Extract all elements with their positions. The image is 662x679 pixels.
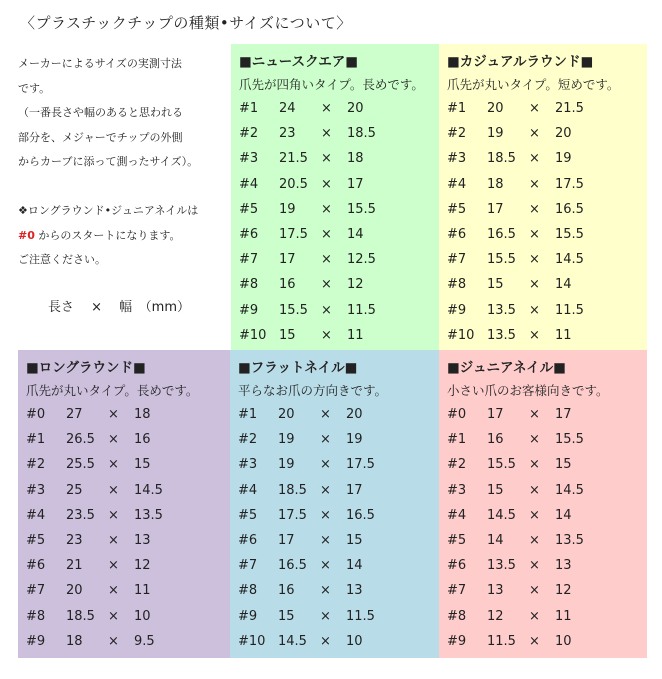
width-value: 19: [346, 432, 363, 448]
size-row: [447, 172, 643, 197]
length-value: 12: [487, 608, 504, 624]
size-row: [447, 578, 643, 603]
size-row: [238, 553, 435, 578]
size-row: [239, 172, 435, 197]
panel-juniornail: [439, 350, 647, 658]
times-sign: ×: [529, 532, 540, 548]
size-row: [239, 323, 435, 348]
width-value: 20: [555, 126, 572, 142]
size-row: [26, 604, 226, 629]
size-number: #8: [239, 277, 259, 293]
size-number: #1: [238, 407, 258, 422]
size-row: [447, 121, 643, 146]
size-row: [447, 323, 643, 348]
length-value: 16: [487, 432, 504, 448]
length-value: 13.5: [487, 558, 516, 574]
times-sign: ×: [529, 252, 540, 268]
size-number: #5: [26, 532, 46, 548]
times-sign: ×: [320, 407, 331, 422]
size-number: #3: [26, 482, 46, 498]
intro-text: [18, 52, 230, 273]
width-value: 21.5: [555, 101, 584, 116]
width-value: 11.5: [346, 608, 375, 624]
length-value: 20: [278, 407, 295, 422]
width-value: 18: [134, 407, 151, 422]
width-value: 13.5: [134, 507, 163, 523]
times-sign: ×: [529, 226, 540, 242]
times-sign: ×: [108, 432, 119, 448]
size-number: #0: [447, 407, 467, 422]
size-row: [238, 629, 435, 654]
length-value: 15: [487, 277, 504, 293]
times-sign: ×: [108, 457, 119, 473]
size-number: #10: [238, 633, 266, 649]
times-sign: ×: [529, 327, 540, 343]
length-value: 18.5: [487, 151, 516, 167]
width-value: 11.5: [555, 302, 584, 318]
size-row: [447, 452, 643, 477]
size-number: #3: [447, 482, 467, 498]
times-sign: ×: [320, 558, 331, 574]
length-value: 15: [487, 482, 504, 498]
width-value: 11: [347, 327, 364, 343]
size-row: [26, 528, 226, 553]
length-value: 17.5: [278, 507, 307, 523]
size-row: [447, 427, 643, 452]
panel-description: 爪先が丸いタイプ。長めです。: [26, 383, 199, 398]
size-number: #8: [238, 583, 258, 599]
note-line-start: [18, 224, 230, 249]
length-value: 20: [66, 583, 83, 599]
times-sign: ×: [108, 558, 119, 574]
length-value: 18: [66, 633, 83, 649]
size-number: #5: [447, 201, 467, 217]
size-row: [26, 478, 226, 503]
times-sign: ×: [108, 482, 119, 498]
length-value: 18: [487, 176, 504, 192]
size-number: #4: [238, 482, 258, 498]
size-number: #3: [447, 151, 467, 167]
size-number: #2: [26, 457, 46, 473]
length-value: 20: [487, 101, 504, 116]
size-number: #1: [239, 101, 259, 116]
size-number: #6: [447, 226, 467, 242]
size-number: #7: [447, 252, 467, 268]
size-row: [26, 427, 226, 452]
times-sign: ×: [321, 277, 332, 293]
width-value: 16: [134, 432, 151, 448]
panel-longround: [18, 350, 230, 658]
panel-title: ■ロングラウンド■: [26, 360, 146, 376]
width-value: 14.5: [134, 482, 163, 498]
length-value: 19: [278, 432, 295, 448]
size-row: [238, 478, 435, 503]
width-value: 15: [346, 532, 363, 548]
times-sign: ×: [321, 176, 332, 192]
times-sign: ×: [321, 302, 332, 318]
length-value: 13.5: [487, 327, 516, 343]
length-value: 19: [487, 126, 504, 142]
size-number: #2: [239, 126, 259, 142]
size-number: #10: [447, 327, 475, 343]
width-value: 17: [347, 176, 364, 192]
size-row: [447, 604, 643, 629]
size-row: [26, 629, 226, 654]
length-value: 23: [279, 126, 296, 142]
times-sign: ×: [108, 608, 119, 624]
width-value: 17: [555, 407, 572, 422]
times-sign: ×: [320, 507, 331, 523]
unit-legend: 長さ × 幅 （mm）: [48, 300, 190, 315]
width-value: 10: [346, 633, 363, 649]
size-row: [447, 503, 643, 528]
width-value: 12: [134, 558, 151, 574]
width-value: 11.5: [347, 302, 376, 318]
size-row: [26, 553, 226, 578]
width-value: 13: [134, 532, 151, 548]
times-sign: ×: [529, 482, 540, 498]
length-value: 26.5: [66, 432, 95, 448]
length-value: 23.5: [66, 507, 95, 523]
length-value: 14.5: [278, 633, 307, 649]
size-list: [447, 96, 643, 348]
note-start-number: #0: [18, 228, 35, 242]
times-sign: ×: [529, 176, 540, 192]
width-value: 18: [347, 151, 364, 167]
note-caution: ご注意ください。: [18, 253, 106, 266]
times-sign: ×: [321, 201, 332, 217]
panel-flatnail: [230, 350, 439, 658]
width-value: 14.5: [555, 482, 584, 498]
width-value: 14: [555, 507, 572, 523]
panel-description: 小さい爪のお客様向きです。: [447, 383, 609, 398]
times-sign: ×: [529, 608, 540, 624]
width-value: 17.5: [555, 176, 584, 192]
size-row: [447, 402, 643, 427]
width-value: 10: [555, 633, 572, 649]
times-sign: ×: [529, 302, 540, 318]
width-value: 14: [555, 277, 572, 293]
times-sign: ×: [321, 126, 332, 142]
width-value: 14: [346, 558, 363, 574]
size-number: #4: [447, 507, 467, 523]
size-row: [238, 452, 435, 477]
size-row: [447, 553, 643, 578]
width-value: 15.5: [555, 226, 584, 242]
size-row: [239, 121, 435, 146]
size-row: [26, 578, 226, 603]
panel-title: ■ニュースクエア■: [239, 54, 359, 70]
length-value: 16.5: [278, 558, 307, 574]
size-number: #7: [238, 558, 258, 574]
length-value: 20.5: [279, 176, 308, 192]
size-row: [238, 427, 435, 452]
length-value: 16: [279, 277, 296, 293]
times-sign: ×: [321, 327, 332, 343]
size-row: [239, 197, 435, 222]
intro-line: からカーブに添って測ったサイズ）。: [18, 155, 199, 168]
size-row: [239, 222, 435, 247]
length-value: 25: [66, 482, 83, 498]
width-value: 20: [347, 101, 364, 116]
size-number: #9: [447, 633, 467, 649]
panel-description: 爪先が丸いタイプ。短めです。: [447, 77, 620, 92]
width-value: 14: [347, 226, 364, 242]
length-value: 15: [279, 327, 296, 343]
panel-description: 爪先が四角いタイプ。長めです。: [239, 77, 424, 92]
size-number: #9: [239, 302, 259, 318]
size-row: [238, 503, 435, 528]
size-row: [239, 247, 435, 272]
intro-spacer: [18, 175, 230, 200]
width-value: 16.5: [346, 507, 375, 523]
times-sign: ×: [320, 633, 331, 649]
size-number: #8: [447, 608, 467, 624]
panel-title: ■カジュアルラウンド■: [447, 54, 594, 70]
length-value: 15: [278, 608, 295, 624]
times-sign: ×: [321, 101, 332, 116]
size-number: #8: [26, 608, 46, 624]
length-value: 24: [279, 101, 296, 116]
size-number: #1: [26, 432, 46, 448]
width-value: 17: [346, 482, 363, 498]
size-number: #9: [26, 633, 46, 649]
length-value: 18.5: [66, 608, 95, 624]
length-value: 15.5: [487, 252, 516, 268]
length-value: 25.5: [66, 457, 95, 473]
page-title: 〈プラスチックチップの種類•サイズについて〉: [20, 14, 352, 32]
size-number: #1: [447, 101, 467, 116]
size-row: [447, 197, 643, 222]
size-number: #6: [447, 558, 467, 574]
size-row: [26, 452, 226, 477]
length-value: 19: [279, 201, 296, 217]
size-number: #9: [238, 608, 258, 624]
panel-description: 平らなお爪の方向きです。: [238, 383, 388, 398]
width-value: 15: [134, 457, 151, 473]
width-value: 11: [555, 608, 572, 624]
times-sign: ×: [108, 507, 119, 523]
length-value: 17: [278, 532, 295, 548]
length-value: 14.5: [487, 507, 516, 523]
times-sign: ×: [529, 558, 540, 574]
length-value: 17.5: [279, 226, 308, 242]
size-row: [447, 298, 643, 323]
size-row: [239, 298, 435, 323]
length-value: 23: [66, 532, 83, 548]
times-sign: ×: [320, 583, 331, 599]
length-value: 15.5: [487, 457, 516, 473]
length-value: 16: [278, 583, 295, 599]
times-sign: ×: [320, 482, 331, 498]
size-list: [447, 402, 643, 654]
size-row: [447, 222, 643, 247]
times-sign: ×: [320, 457, 331, 473]
intro-line: 部分を、メジャーでチップの外側: [18, 130, 183, 144]
width-value: 17.5: [346, 457, 375, 473]
size-row: [238, 402, 435, 427]
size-number: #0: [26, 407, 46, 422]
length-value: 27: [66, 407, 83, 422]
size-number: #7: [239, 252, 259, 268]
times-sign: ×: [529, 201, 540, 217]
times-sign: ×: [529, 101, 540, 116]
width-value: 9.5: [134, 633, 155, 649]
intro-line: です。: [18, 81, 51, 95]
panel-casualround: [439, 44, 647, 350]
size-row: [26, 402, 226, 427]
width-value: 15.5: [347, 201, 376, 217]
size-list: [26, 402, 226, 654]
size-number: #4: [447, 176, 467, 192]
width-value: 12: [347, 277, 364, 293]
times-sign: ×: [321, 226, 332, 242]
note-line: ❖ロングラウンド•ジュニアネイルは: [18, 204, 199, 217]
times-sign: ×: [529, 126, 540, 142]
size-number: #2: [447, 457, 467, 473]
size-row: [238, 578, 435, 603]
times-sign: ×: [529, 432, 540, 448]
size-row: [238, 528, 435, 553]
size-number: #6: [239, 226, 259, 242]
times-sign: ×: [529, 277, 540, 293]
panel-title: ■フラットネイル■: [238, 360, 358, 376]
times-sign: ×: [529, 457, 540, 473]
times-sign: ×: [320, 532, 331, 548]
size-number: #3: [238, 457, 258, 473]
size-row: [447, 629, 643, 654]
size-number: #7: [26, 583, 46, 599]
length-value: 14: [487, 532, 504, 548]
size-number: #10: [239, 327, 267, 343]
length-value: 18.5: [278, 482, 307, 498]
size-number: #6: [238, 532, 258, 548]
times-sign: ×: [320, 432, 331, 448]
size-row: [447, 272, 643, 297]
size-number: #5: [447, 532, 467, 548]
length-value: 15.5: [279, 302, 308, 318]
length-value: 11.5: [487, 633, 516, 649]
size-row: [239, 272, 435, 297]
intro-line: メーカーによるサイズの実測寸法: [18, 57, 182, 70]
length-value: 21.5: [279, 151, 308, 167]
width-value: 13.5: [555, 532, 584, 548]
width-value: 11: [555, 327, 572, 343]
times-sign: ×: [108, 583, 119, 599]
length-value: 13.5: [487, 302, 516, 318]
size-number: #2: [447, 126, 467, 142]
size-number: #6: [26, 558, 46, 574]
width-value: 15: [555, 457, 572, 473]
times-sign: ×: [529, 151, 540, 167]
times-sign: ×: [108, 407, 119, 422]
times-sign: ×: [108, 532, 119, 548]
width-value: 12.5: [347, 252, 376, 268]
width-value: 14.5: [555, 252, 584, 268]
size-row: [26, 503, 226, 528]
size-number: #5: [238, 507, 258, 523]
size-row: [238, 604, 435, 629]
length-value: 13: [487, 583, 504, 599]
width-value: 11: [134, 583, 151, 599]
width-value: 13: [346, 583, 363, 599]
size-number: #7: [447, 583, 467, 599]
size-number: #2: [238, 432, 258, 448]
size-number: #8: [447, 277, 467, 293]
width-value: 16.5: [555, 201, 584, 217]
size-number: #5: [239, 201, 259, 217]
times-sign: ×: [321, 151, 332, 167]
size-list: [239, 96, 435, 348]
size-row: [447, 146, 643, 171]
size-number: #1: [447, 432, 467, 448]
size-number: #4: [26, 507, 46, 523]
size-row: [447, 478, 643, 503]
times-sign: ×: [529, 633, 540, 649]
length-value: 21: [66, 558, 83, 574]
length-value: 17: [487, 201, 504, 217]
width-value: 18.5: [347, 126, 376, 142]
width-value: 10: [134, 608, 151, 624]
size-row: [447, 96, 643, 121]
length-value: 19: [278, 457, 295, 473]
size-number: #3: [239, 151, 259, 167]
width-value: 15.5: [555, 432, 584, 448]
panel-title: ■ジュニアネイル■: [447, 360, 566, 376]
size-list: [238, 402, 435, 654]
width-value: 13: [555, 558, 572, 574]
width-value: 20: [346, 407, 363, 422]
note-start-text: からのスタートになります。: [34, 228, 181, 242]
size-number: #4: [239, 176, 259, 192]
times-sign: ×: [529, 583, 540, 599]
times-sign: ×: [321, 252, 332, 268]
times-sign: ×: [529, 407, 540, 422]
size-row: [239, 146, 435, 171]
size-number: #9: [447, 302, 467, 318]
width-value: 12: [555, 583, 572, 599]
length-value: 16.5: [487, 226, 516, 242]
size-row: [239, 96, 435, 121]
width-value: 19: [555, 151, 572, 167]
length-value: 17: [279, 252, 296, 268]
size-row: [447, 528, 643, 553]
times-sign: ×: [108, 633, 119, 649]
size-row: [447, 247, 643, 272]
intro-line: （一番長さや幅のあると思われる: [18, 106, 183, 119]
length-value: 17: [487, 407, 504, 422]
times-sign: ×: [529, 507, 540, 523]
panel-newsquare: [231, 44, 439, 350]
times-sign: ×: [320, 608, 331, 624]
